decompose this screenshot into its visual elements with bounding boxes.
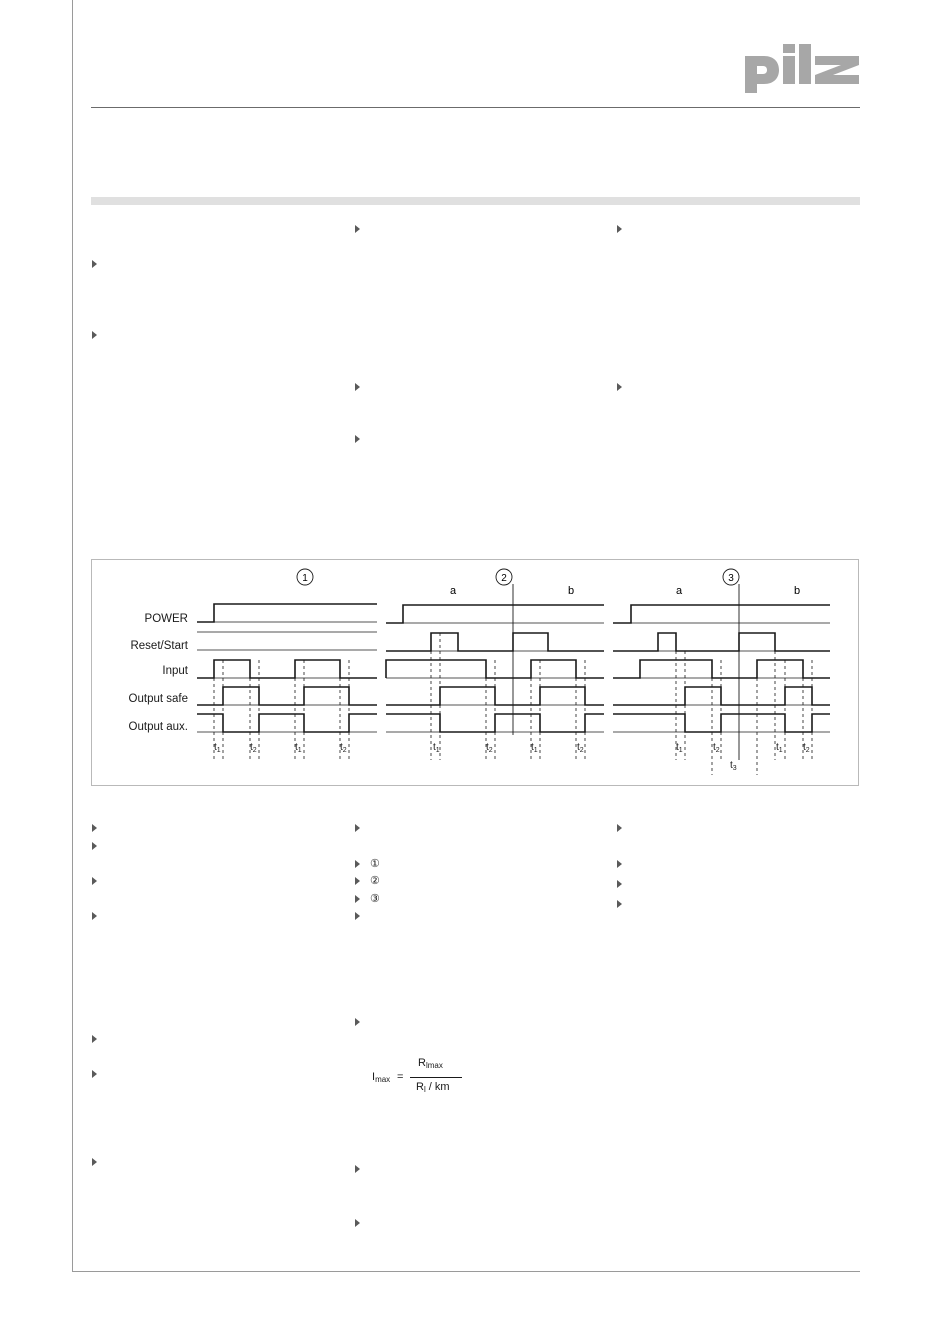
- t1-label: $t_1$: [295, 742, 302, 754]
- p1-safe-wave: [197, 687, 377, 705]
- svg-text:1: 1: [302, 573, 308, 584]
- p1-aux-wave: [197, 714, 377, 732]
- p2-reset-wave: [386, 633, 604, 651]
- p3-input-wave: [613, 660, 830, 678]
- panel-2-phase-b: b: [567, 585, 575, 597]
- panel-2-phase-a: a: [449, 585, 457, 597]
- panel-3-number: [723, 569, 739, 585]
- t1-label: $t_1$: [531, 742, 538, 754]
- circled-marker-1: ①: [370, 858, 380, 870]
- p1-input-wave: [197, 660, 377, 678]
- formula-fraction-bar: [410, 1077, 462, 1078]
- t2-label: $t_2$: [250, 742, 257, 754]
- p1-power-wave: [197, 604, 377, 622]
- t2-label: $t_2$: [803, 742, 810, 754]
- panel-1-number: [297, 569, 313, 585]
- current-formula: [372, 1057, 482, 1097]
- t2-label: $t_2$: [486, 742, 493, 754]
- svg-text:2: 2: [501, 573, 507, 584]
- formula-lhs: Imax: [372, 1071, 391, 1084]
- signal-label-input: Input: [162, 665, 188, 677]
- timing-labels: [214, 742, 810, 772]
- circled-marker-3: ③: [370, 893, 380, 905]
- t1-label: $t_1$: [214, 742, 221, 754]
- circled-marker-2: ②: [370, 875, 380, 887]
- panel-2-number: [496, 569, 512, 585]
- t2-label: $t_2$: [713, 742, 720, 754]
- p3-aux-wave: [613, 714, 830, 732]
- p3-safe-wave: [613, 687, 830, 705]
- panel-3-phase-a: a: [675, 585, 683, 597]
- t1-label: $t_1$: [676, 742, 683, 754]
- formula-equals: =: [397, 1071, 404, 1083]
- formula-numerator: Rlmax: [418, 1057, 443, 1070]
- signal-label-output-safe: Output safe: [128, 693, 188, 705]
- p2-power-wave: [386, 605, 604, 623]
- signal-label-output-aux: Output aux.: [128, 721, 188, 733]
- phase-dividers: [513, 584, 739, 760]
- panel-3-phase-b: b: [793, 585, 801, 597]
- p3-power-wave: [613, 605, 830, 623]
- t3-label: $t_3$: [730, 760, 737, 772]
- p3-reset-wave: [613, 633, 830, 651]
- signal-label-power: POWER: [144, 613, 188, 625]
- t1-label: $t_1$: [776, 742, 783, 754]
- t2-label: $t_2$: [577, 742, 584, 754]
- formula-denominator: Rl / km: [416, 1081, 450, 1094]
- t1-label: $t_1$: [433, 742, 440, 754]
- signal-label-reset-start: Reset/Start: [130, 640, 188, 652]
- svg-text:3: 3: [728, 573, 734, 584]
- t2-label: $t_2$: [340, 742, 347, 754]
